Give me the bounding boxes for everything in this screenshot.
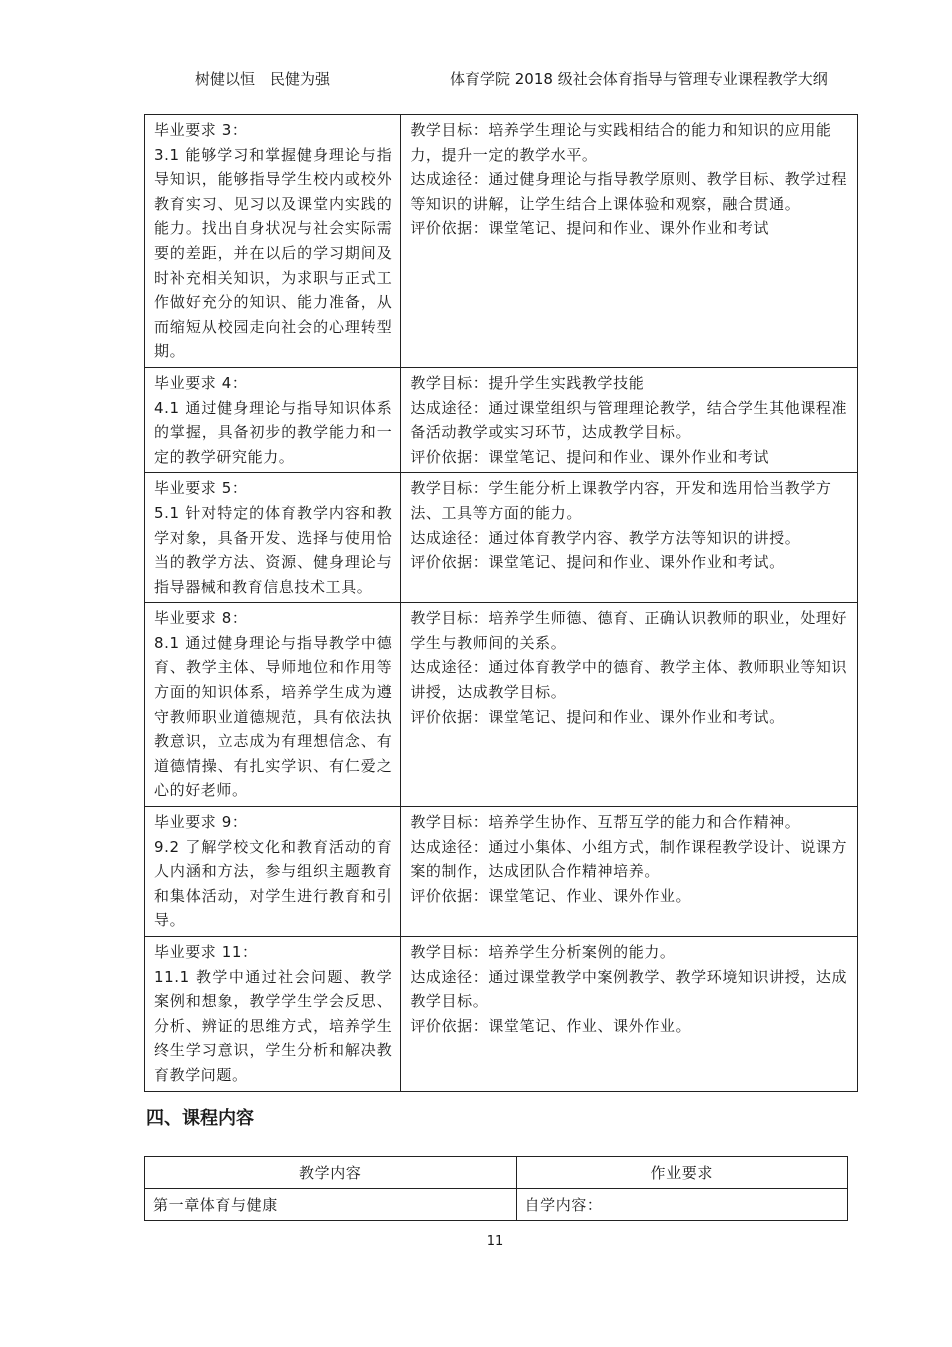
evaluation-basis: 评价依据：课堂笔记、提问和作业、课外作业和考试 xyxy=(410,447,770,466)
achievement-path: 达成途径：通过课堂组织与管理理论教学，结合学生其他课程准备活动教学或实习环节，达成教学目标。 xyxy=(410,398,848,442)
requirement-text: 8.1 通过健身理论与指导教学中德育、教学主体、导师地位和作用等方面的知识体系，培养学生成为遵守教师职业道德规范，具有依法执教意识，立志成为有理想信念、有道德情操、有扎实学识、有仁爱之心的好老师。 xyxy=(154,633,393,800)
teaching-cell xyxy=(401,115,858,368)
evaluation-basis: 评价依据：课堂笔记、作业、课外作业。 xyxy=(410,1016,692,1035)
table-row xyxy=(145,807,858,937)
requirement-cell xyxy=(145,807,401,937)
page-number: 11 xyxy=(486,1234,504,1249)
requirement-title: 毕业要求 11： xyxy=(154,943,258,961)
requirement-cell xyxy=(145,473,401,603)
achievement-path: 达成途径：通过小集体、小组方式，制作课程教学设计、说课方案的制作，达成团队合作精神培养。 xyxy=(410,837,848,881)
requirement-cell xyxy=(145,367,401,472)
teaching-goal: 教学目标：培养学生师德、德育、正确认识教师的职业，处理好学生与教师间的关系。 xyxy=(410,609,848,652)
evaluation-basis: 评价依据：课堂笔记、作业、课外作业。 xyxy=(410,886,692,905)
requirement-title: 毕业要求 3： xyxy=(154,121,248,139)
requirement-text: 4.1 通过健身理论与指导知识体系的掌握，具备初步的教学能力和一定的教学研究能力。 xyxy=(154,398,393,466)
evaluation-basis: 评价依据：课堂笔记、提问和作业、课外作业和考试。 xyxy=(410,707,785,726)
requirement-cell xyxy=(145,937,401,1092)
graduation-requirements-table xyxy=(144,114,858,1092)
requirement-title: 毕业要求 8： xyxy=(154,609,248,628)
requirement-text: 5.1 针对特定的体育教学内容和教学对象，具备开发、选择与使用恰当的教学方法、资源、健身理论与指导器械和教育信息技术工具。 xyxy=(154,503,393,596)
teaching-cell xyxy=(401,937,858,1092)
achievement-path: 达成途径：通过健身理论与指导教学原则、教学目标、教学过程等知识的讲解，让学生结合上课体验和观察，融合贯通。 xyxy=(410,170,848,213)
table-row xyxy=(145,937,858,1092)
evaluation-basis: 评价依据：课堂笔记、提问和作业、课外作业和考试 xyxy=(410,219,770,238)
teaching-goal: 教学目标：学生能分析上课教学内容，开发和选用恰当教学方法、工具等方面的能力。 xyxy=(410,479,832,522)
section-title: 四、课程内容 xyxy=(146,1108,254,1129)
header-motto: 树健以恒 民健为强 xyxy=(195,70,331,88)
table-row xyxy=(145,1189,848,1221)
course-content-table xyxy=(144,1156,848,1221)
table-row xyxy=(145,603,858,807)
achievement-path: 达成途径：通过体育教学内容、教学方法等知识的讲授。 xyxy=(410,528,801,547)
table-row xyxy=(145,115,858,368)
column-header-content: 教学内容 xyxy=(145,1157,517,1189)
requirement-title: 毕业要求 5： xyxy=(154,479,248,498)
requirement-text: 3.1 能够学习和掌握健身理论与指导知识，能够指导学生校内或校外教育实习、见习以及课堂内实践的能力。找出自身状况与社会实际需要的差距，并在以后的学习期间及时补充相关知识，为求职与正式工作做好充分的知识、能力准备，从而缩短从校园走向社会的心理转型期。 xyxy=(154,145,393,361)
teaching-goal: 教学目标：培养学生理论与实践相结合的能力和知识的应用能力，提升一定的教学水平。 xyxy=(410,121,832,164)
column-header-homework: 作业要求 xyxy=(516,1157,847,1189)
homework-cell: 自学内容： xyxy=(516,1189,847,1221)
table-row xyxy=(145,367,858,472)
teaching-goal: 教学目标：提升学生实践教学技能 xyxy=(410,373,645,392)
requirement-cell xyxy=(145,115,401,368)
teaching-cell xyxy=(401,603,858,807)
requirement-text: 11.1 教学中通过社会问题、教学案例和想象，教学学生学会反思、分析、辨证的思维方式，培养学生终生学习意识，学生分析和解决教育教学问题。 xyxy=(154,967,393,1084)
requirement-cell xyxy=(145,603,401,807)
teaching-cell xyxy=(401,473,858,603)
teaching-cell xyxy=(401,367,858,472)
requirement-text: 9.2 了解学校文化和教育活动的育人内涵和方法，参与组织主题教育和集体活动，对学生进行教育和引导。 xyxy=(154,837,393,930)
achievement-path: 达成途径：通过课堂教学中案例教学、教学环境知识讲授，达成教学目标。 xyxy=(410,967,848,1011)
evaluation-basis: 评价依据：课堂笔记、提问和作业、课外作业和考试。 xyxy=(410,553,785,572)
header-document-title: 体育学院 2018 级社会体育指导与管理专业课程教学大纲 xyxy=(450,70,828,88)
teaching-goal: 教学目标：培养学生协作、互帮互学的能力和合作精神。 xyxy=(410,813,801,832)
table-header-row xyxy=(145,1157,848,1189)
table-row xyxy=(145,473,858,603)
teaching-goal: 教学目标：培养学生分析案例的能力。 xyxy=(410,943,676,961)
requirement-title: 毕业要求 4： xyxy=(154,373,248,392)
teaching-cell xyxy=(401,807,858,937)
achievement-path: 达成途径：通过体育教学中的德育、教学主体、教师职业等知识讲授，达成教学目标。 xyxy=(410,658,848,702)
content-cell: 第一章体育与健康 xyxy=(145,1189,517,1221)
requirement-title: 毕业要求 9： xyxy=(154,813,248,832)
